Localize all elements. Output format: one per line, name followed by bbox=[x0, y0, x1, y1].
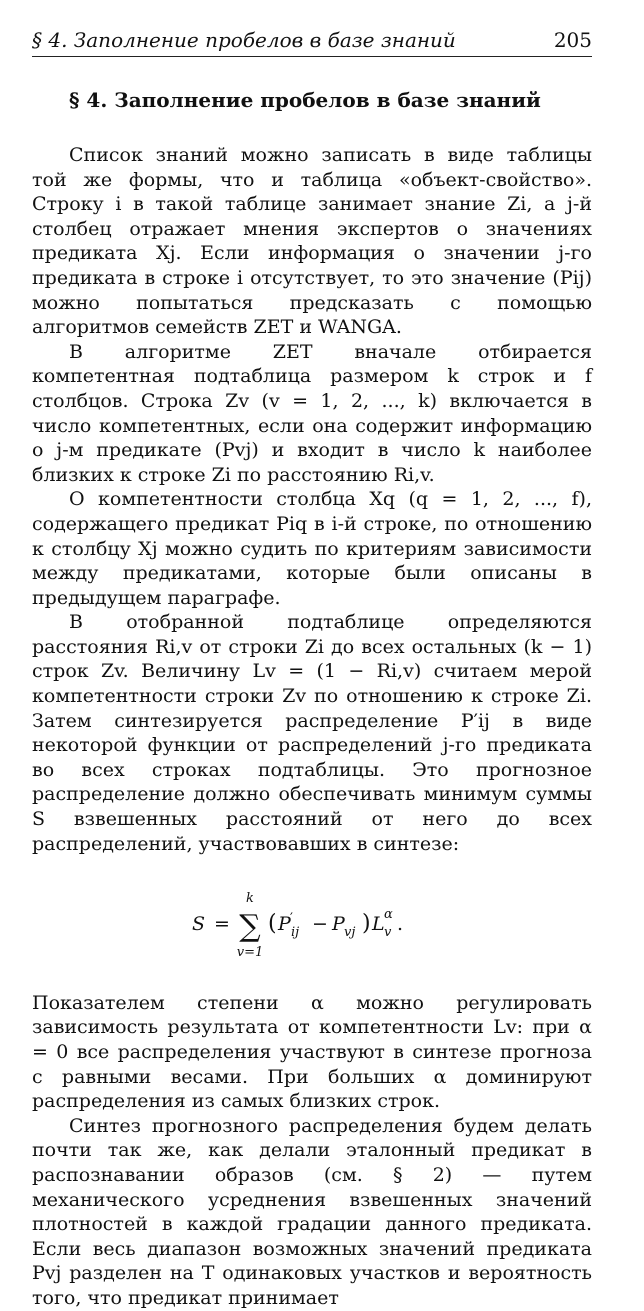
section-title: § 4. Заполнение пробелов в базе знаний bbox=[69, 88, 541, 112]
paragraph-1: Список знаний можно записать в виде таблицы той же формы, что и таблица «объект-свойство». Строку i в такой таблице занимает знание Zi, а j-й столбец отражает мнения экспертов о значениях предиката Xj. Если информация о значении j-го предиката в строке i отсутствует, то это значение (Pij) можно попытаться предсказать с помощью алгоритмов семейств ZET и WANGA. bbox=[32, 144, 592, 339]
formula-weight: L bbox=[372, 913, 385, 936]
formula-equals: = bbox=[214, 913, 230, 936]
formula-weight-sub: v bbox=[384, 925, 392, 941]
formula-minus: − bbox=[312, 913, 328, 936]
sum-formula bbox=[32, 890, 592, 967]
paragraph-2: В алгоритме ZET вначале отбирается компетентная подтаблица размером k строк и f столбцов. Строка Zv (v = 1, 2, ..., k) включается в число компетентных, если она содержит информацию о j-м предикате (Pvj) и входит в число k наиболее близких к строке Zi по расстоянию Ri,v. bbox=[32, 340, 592, 486]
formula-weight-sup: α bbox=[384, 907, 393, 923]
formula-term2: P bbox=[332, 913, 345, 936]
formula-term2-sub: vj bbox=[344, 925, 356, 941]
formula-end: . bbox=[397, 913, 404, 936]
formula-lhs: S bbox=[192, 913, 206, 936]
body-text bbox=[32, 143, 592, 1311]
running-head-title: § 4. Заполнение пробелов в базе знаний bbox=[32, 28, 456, 52]
right-paren: ) bbox=[362, 911, 371, 937]
paragraph-5: Показателем степени α можно регулировать зависимость результата от компетентности Lv: при α = 0 все распределения участвуют в синтезе прогноза с равными весами. При больших α доминируют распределения из самых близких строк. bbox=[32, 991, 592, 1113]
formula-sum-upper: k bbox=[246, 891, 254, 907]
left-paren: ( bbox=[268, 911, 277, 937]
formula-term1: P bbox=[278, 913, 291, 936]
running-head bbox=[32, 28, 592, 57]
formula-term1-sub: ij bbox=[291, 925, 300, 941]
formula-term1-prime: ′ bbox=[290, 911, 293, 927]
formula-sum-lower: v=1 bbox=[236, 945, 264, 961]
formula-svg bbox=[192, 890, 432, 960]
sum-symbol: ∑ bbox=[239, 909, 261, 945]
page-number: 205 bbox=[553, 28, 592, 52]
paragraph-6: Синтез прогнозного распределения будем делать почти так же, как делали эталонный предикат в распознавании образов (см. § 2) — путем механического усреднения взвешенных значений плотностей в каждой градации данного предиката. Если весь диапазон возможных значений предиката Pvj разделен на T одинаковых участков и вероятность того, что предикат принимает bbox=[32, 1114, 592, 1309]
paragraph-3: О компетентности столбца Xq (q = 1, 2, ..., f), содержащего предикат Piq в i-й строке, по отношению к столбцу Xj можно судить по критериям зависимости между предикатами, которые были описаны в предыдущем параграфе. bbox=[32, 488, 592, 609]
paragraph-4: В отобранной подтаблице определяются расстояния Ri,v от строки Zi до всех остальных (k − 1) строк Zv. Величину Lv = (1 − Ri,v) считаем мерой компетентности строки Zv по отношению к строке Zi. Затем синтезируется распределение P′ij в виде некоторой функции от распределений j-го предиката во всех строках подтаблицы. Это прогнозное распределение должно обеспечивать минимум суммы S взвешенных расстояний от него до всех распределений, участвовавших в синтезе: bbox=[32, 611, 592, 855]
book-page bbox=[32, 28, 592, 1309]
